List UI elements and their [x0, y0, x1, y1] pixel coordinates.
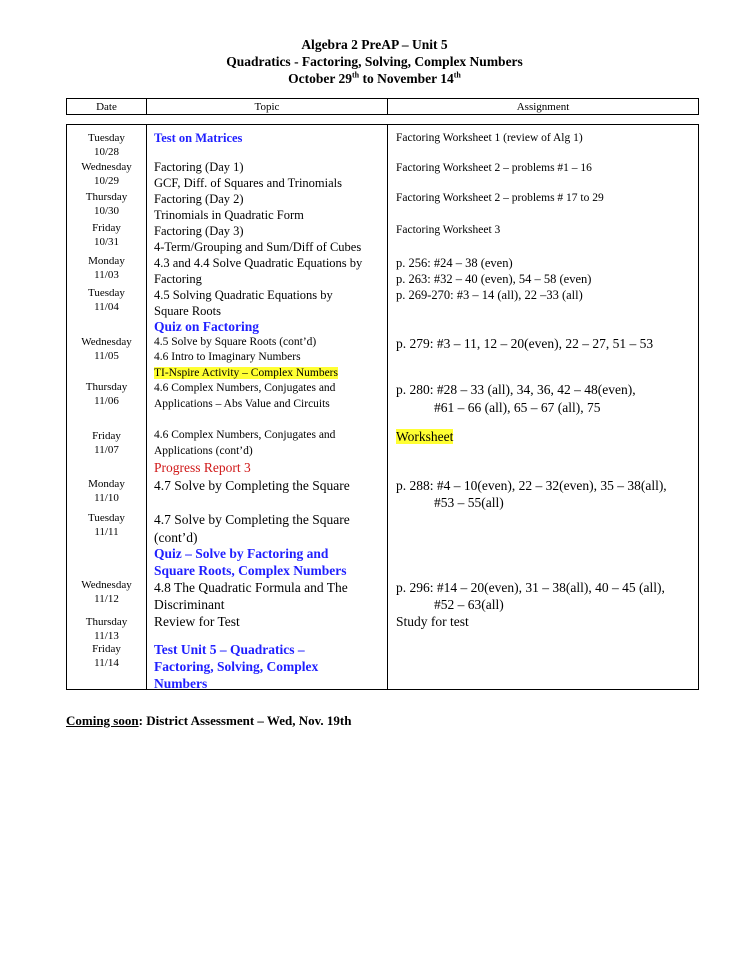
- topic-line: Applications (cont’d): [154, 445, 253, 457]
- topic-line: Discriminant: [154, 597, 225, 612]
- topic-line: Square Roots: [154, 304, 222, 318]
- topic-line: Factoring (Day 3): [154, 224, 244, 238]
- date-entry: Monday 11/03: [88, 255, 125, 281]
- date-entry: Wednesday 11/12: [81, 579, 132, 605]
- assignment-line: p. 296: #14 – 20(even), 31 – 38(all), 40 – 45 (all),: [396, 580, 665, 595]
- topic-line: 4.5 Solve by Square Roots (cont’d): [154, 336, 317, 348]
- assignment-line: Study for test: [396, 614, 469, 629]
- topic-line: Factoring (Day 2): [154, 192, 244, 206]
- topic-line: 4.6 Complex Numbers, Conjugates and: [154, 429, 336, 441]
- topic-line: 4.6 Intro to Imaginary Numbers: [154, 351, 301, 363]
- topic-line: Applications – Abs Value and Circuits: [154, 398, 330, 410]
- column-header-table: [66, 98, 699, 115]
- topic-line: Test Unit 5 – Quadratics –: [154, 642, 305, 657]
- topic-line: 4-Term/Grouping and Sum/Diff of Cubes: [154, 240, 362, 254]
- assignment-line: Factoring Worksheet 3: [396, 224, 501, 236]
- date-entry: Tuesday 11/04: [88, 287, 125, 313]
- assignment-column: [388, 125, 699, 690]
- date-entry: Thursday 10/30: [85, 191, 128, 217]
- assignment-line: p. 256: #24 – 38 (even): [396, 256, 513, 270]
- date-column: [67, 125, 147, 690]
- assignment-line: #53 – 55(all): [434, 495, 504, 510]
- date-entry: Friday 10/31: [92, 222, 121, 248]
- coming-soon-note: Coming soon: District Assessment – Wed, Nov. 19th: [66, 713, 352, 728]
- date-entry: Tuesday 10/28: [88, 132, 125, 158]
- title-line-1: Algebra 2 PreAP – Unit 5: [301, 37, 448, 52]
- topic-line: Test on Matrices: [154, 131, 243, 145]
- title-line-3: October 29th to November 14th: [288, 70, 461, 86]
- date-entry: Tuesday 11/11: [88, 512, 125, 538]
- topic-line: 4.7 Solve by Completing the Square: [154, 478, 350, 493]
- topic-line: Factoring (Day 1): [154, 160, 244, 174]
- topic-line: 4.7 Solve by Completing the Square: [154, 512, 350, 527]
- column-header-assignment: Assignment: [388, 99, 699, 115]
- assignment-line: #52 – 63(all): [434, 597, 504, 612]
- column-header-date: Date: [67, 99, 147, 115]
- topic-line: Quiz on Factoring: [154, 319, 259, 334]
- topic-line: 4.6 Complex Numbers, Conjugates and: [154, 382, 336, 394]
- topic-line: Review for Test: [154, 614, 240, 629]
- schedule-table: [66, 124, 699, 690]
- assignment-line: p. 280: #28 – 33 (all), 34, 36, 42 – 48(even),: [396, 382, 636, 397]
- assignment-line: Factoring Worksheet 2 – problems #1 – 16: [396, 162, 592, 174]
- assignment-line: p. 279: #3 – 11, 12 – 20(even), 22 – 27, 51 – 53: [396, 336, 654, 351]
- assignment-line: p. 263: #32 – 40 (even), 54 – 58 (even): [396, 272, 592, 286]
- column-header-topic: Topic: [147, 99, 388, 115]
- date-entry: Friday 11/14: [92, 643, 121, 669]
- topic-line: Quiz – Solve by Factoring and: [154, 546, 329, 561]
- topic-line: Numbers: [154, 676, 208, 691]
- topic-line: 4.8 The Quadratic Formula and The: [154, 580, 348, 595]
- topic-line: (cont’d): [154, 530, 198, 545]
- topic-line: Factoring: [154, 272, 202, 286]
- topic-line: Progress Report 3: [154, 460, 251, 475]
- date-entry: Thursday 11/06: [85, 381, 128, 407]
- date-entry: Monday 11/10: [88, 478, 125, 504]
- topic-line: Trinomials in Quadratic Form: [154, 208, 304, 222]
- topic-line: 4.5 Solving Quadratic Equations by: [154, 288, 333, 302]
- assignment-line: Factoring Worksheet 1 (review of Alg 1): [396, 132, 583, 144]
- assignment-line: p. 288: #4 – 10(even), 22 – 32(even), 35 – 38(all),: [396, 478, 667, 493]
- date-entry: Wednesday 11/05: [81, 336, 132, 362]
- assignment-line: #61 – 66 (all), 65 – 67 (all), 75: [434, 400, 601, 415]
- topic-line: Factoring, Solving, Complex: [154, 659, 319, 674]
- date-entry: Friday 11/07: [92, 430, 121, 456]
- date-entry: Thursday 11/13: [85, 616, 128, 642]
- document-header: [0, 36, 749, 87]
- topic-line: GCF, Diff. of Squares and Trinomials: [154, 176, 343, 190]
- date-entry: Wednesday 10/29: [81, 161, 132, 187]
- topic-column: [147, 125, 388, 690]
- assignment-line: p. 269-270: #3 – 14 (all), 22 –33 (all): [396, 288, 583, 302]
- assignment-line: Factoring Worksheet 2 – problems # 17 to 29: [396, 192, 604, 204]
- topic-line: Square Roots, Complex Numbers: [154, 563, 347, 578]
- topic-line: 4.3 and 4.4 Solve Quadratic Equations by: [154, 256, 363, 270]
- assignment-line: Worksheet: [396, 429, 454, 444]
- topic-line: TI-Nspire Activity – Complex Numbers: [154, 367, 338, 379]
- title-line-2: Quadratics - Factoring, Solving, Complex Numbers: [226, 54, 523, 69]
